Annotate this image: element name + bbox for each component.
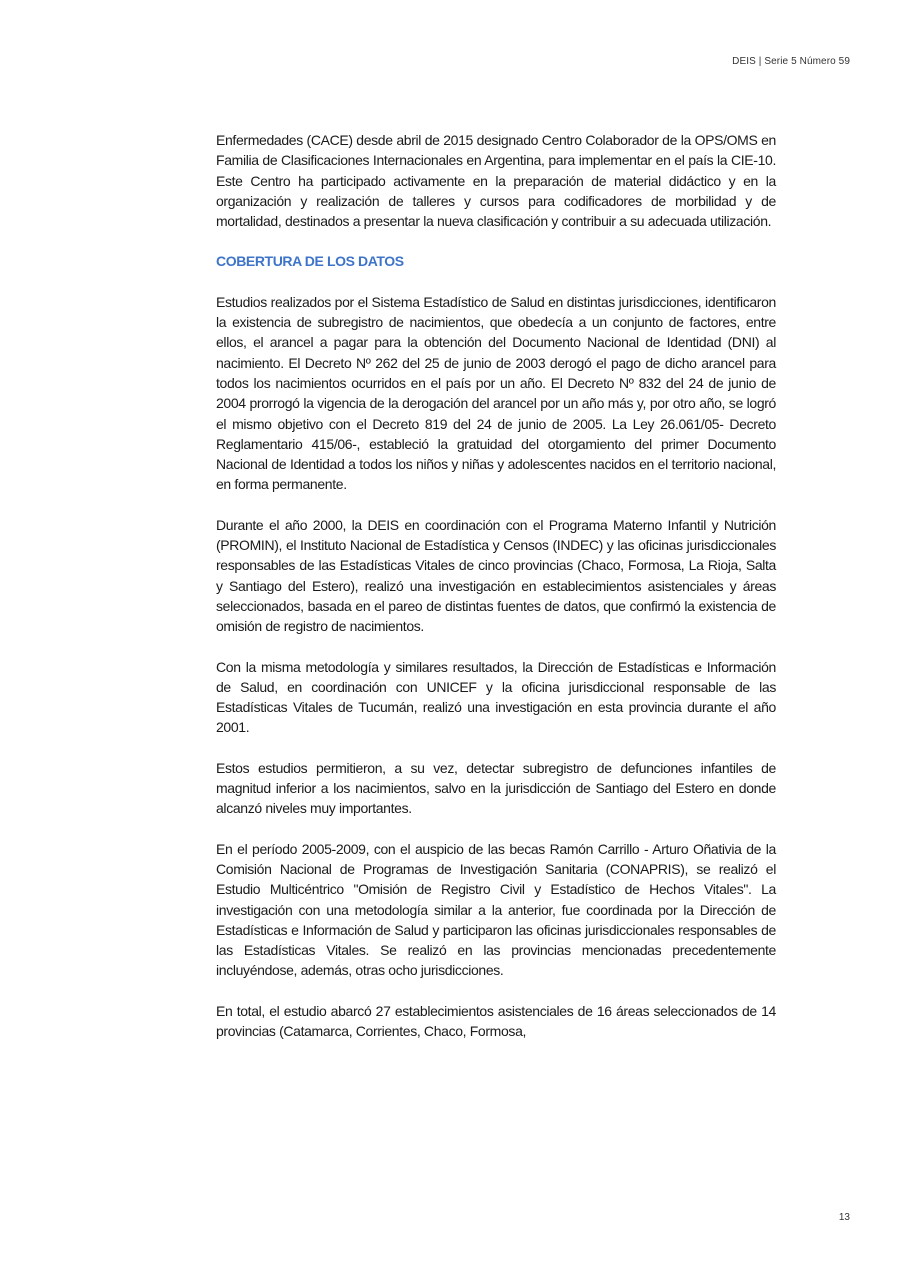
body-paragraph: Estudios realizados por el Sistema Estadístico de Salud en distintas jurisdicciones, identificaron la existencia de subregistro de nacimientos, que obedecía a un conjunto de factores, entre ellos, el arancel a pagar para la obtención del Documento Nacional de Identidad (DNI) al nacimiento. El Decreto Nº 262 del 25 de junio de 2003 derogó el pago de dicho arancel para todos los nacimientos ocurridos en el país por un año. El Decreto Nº 832 del 24 de junio de 2004 prorrogó la vigencia de la derogación del arancel por un año más y, por otro año, se logró el mismo objetivo con el Decreto 819 del 24 de junio de 2005. La Ley 26.061/05- Decreto Reglamentario 415/06-, estableció la gratuidad del otorgamiento del primer Documento Nacional de Identidad a todos los niños y niñas y adolescentes nacidos en el territorio nacional, en forma permanente.	[216, 293, 776, 493]
page-number: 13	[838, 1212, 850, 1223]
section-heading: COBERTURA DE LOS DATOS	[216, 253, 404, 270]
body-paragraph: En el período 2005-2009, con el auspicio de las becas Ramón Carrillo - Arturo Oñativia de la Comisión Nacional de Programas de Investigación Sanitaria (CONAPRIS), se realizó el Estudio Multicéntrico "Omisión de Registro Civil y Estadístico de Hechos Vitales". La investigación con una metodología similar a la anterior, fue coordinada por la Dirección de Estadísticas e Información de Salud y participaron las oficinas jurisdiccionales responsables de las Estadísticas Vitales. Se realizó en las provincias mencionadas precedentemente incluyéndose, además, otras ocho jurisdicciones.	[216, 840, 776, 979]
intro-paragraph: Enfermedades (CACE) desde abril de 2015 designado Centro Colaborador de la OPS/OMS en Familia de Clasificaciones Internacionales en Argentina, para implementar en el país la CIE-10. Este Centro ha participado activamente en la preparación de material didáctico y en la organización y realización de talleres y cursos para codificadores de morbilidad y de mortalidad, destinados a presentar la nueva clasificación y contribuir a su adecuada utilización.	[216, 132, 776, 230]
document-body	[216, 130, 776, 1061]
body-paragraph: En total, el estudio abarcó 27 establecimientos asistenciales de 16 áreas seleccionados de 14 provincias (Catamarca, Corrientes, Chaco, Formosa,	[216, 1002, 776, 1039]
running-header: DEIS | Serie 5 Número 59	[732, 56, 850, 67]
body-paragraph: Estos estudios permitieron, a su vez, detectar subregistro de defunciones infantiles de magnitud inferior a los nacimientos, salvo en la jurisdicción de Santiago del Estero en donde alcanzó niveles muy importantes.	[216, 759, 776, 817]
body-paragraph: Durante el año 2000, la DEIS en coordinación con el Programa Materno Infantil y Nutrición (PROMIN), el Instituto Nacional de Estadística y Censos (INDEC) y las oficinas jurisdiccionales responsables de las Estadísticas Vitales de cinco provincias (Chaco, Formosa, La Rioja, Salta y Santiago del Estero), realizó una investigación en establecimientos asistenciales y áreas seleccionados, basada en el pareo de distintas fuentes de datos, que confirmó la existencia de omisión de registro de nacimientos.	[216, 516, 776, 635]
body-paragraph: Con la misma metodología y similares resultados, la Dirección de Estadísticas e Información de Salud, en coordinación con UNICEF y la oficina jurisdiccional responsable de las Estadísticas Vitales de Tucumán, realizó una investigación en esta provincia durante el año 2001.	[216, 658, 776, 736]
